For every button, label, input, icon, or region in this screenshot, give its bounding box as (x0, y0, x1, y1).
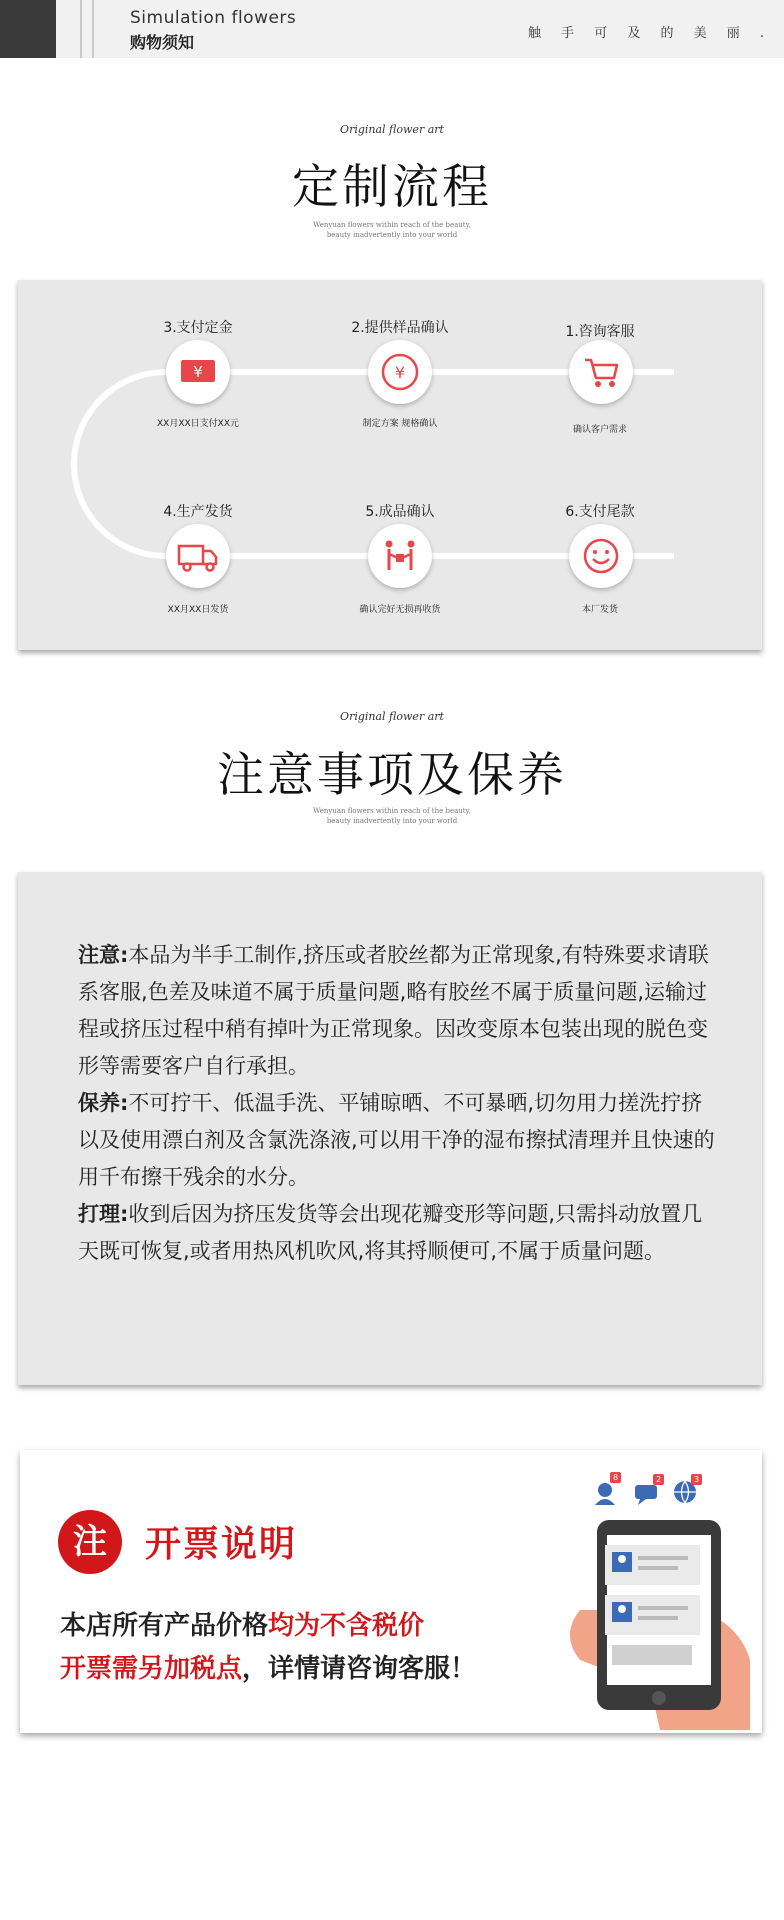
step-caption-1: 确认客户需求 (572, 425, 627, 435)
section-title: 注意事项及保养 (217, 748, 567, 803)
step-label-6: 6.支付尾款 (565, 504, 635, 520)
section-tagline (0, 806, 784, 826)
process-panel (18, 280, 762, 650)
step-circle-pay-deposit (166, 340, 230, 404)
tagline-line: beauty inadvertently into your world (326, 817, 458, 825)
note-paragraph (78, 937, 718, 1085)
note-label: 注意: (78, 943, 129, 967)
tagline-line: beauty inadvertently into your world (326, 231, 458, 239)
truck-icon (166, 524, 230, 588)
invoice-panel (20, 1450, 762, 1733)
section-subtitle-en: Original flower art (340, 710, 444, 723)
section-tagline (0, 220, 784, 240)
header-dark-block (0, 0, 56, 58)
step-caption-2: 制定方案 规格确认 (362, 419, 438, 429)
invoice-line-2 (60, 1648, 476, 1685)
smile-icon (569, 524, 633, 588)
step-label-4: 4.生产发货 (163, 504, 233, 520)
header-divider (92, 0, 94, 58)
phone-hand-illustration (550, 1460, 760, 1730)
step-caption-3: XX月XX日支付XX元 (157, 419, 239, 429)
svg-text:¥: ¥ (394, 363, 406, 382)
notice-badge: 注 (58, 1510, 122, 1574)
step-label-3: 3.支付定金 (163, 320, 233, 336)
notification-count: 8 (612, 1473, 619, 1482)
header-title-cn: 购物须知 (130, 33, 195, 52)
invoice-title: 开票说明 (145, 1524, 298, 1565)
step-caption-6: 本厂发货 (581, 605, 618, 615)
invoice-line-1 (60, 1605, 424, 1642)
section-title: 定制流程 (292, 160, 492, 215)
handling-label: 打理: (78, 1202, 129, 1226)
invoice-text: 本店所有产品价格 (60, 1611, 269, 1641)
notification-count: 3 (693, 1475, 700, 1484)
notes-text (78, 937, 718, 1270)
care-label: 保养: (78, 1091, 129, 1115)
step-label-1: 1.咨询客服 (565, 324, 635, 340)
step-circle-sample (368, 340, 432, 404)
step-circle-consult (569, 340, 633, 404)
yen-coin-icon (368, 340, 432, 404)
handling-paragraph (78, 1196, 718, 1270)
step-caption-5: 确认完好无损再收货 (359, 605, 441, 615)
invoice-text: ，详情请咨询客服！ (242, 1654, 477, 1684)
section-subtitle-en: Original flower art (340, 123, 444, 136)
invoice-highlight: 开票需另加税点 (60, 1654, 243, 1684)
header-slogan: 触 手 可 及 的 美 丽 . (527, 26, 772, 41)
tagline-line: Wenyuan flowers within reach of the beauty, (313, 221, 471, 229)
step-circle-final-pay (569, 524, 633, 588)
header-title-en: Simulation flowers (130, 8, 297, 28)
step-circle-confirm (368, 524, 432, 588)
step-label-5: 5.成品确认 (365, 504, 435, 520)
tagline-line: Wenyuan flowers within reach of the beauty, (313, 807, 471, 815)
money-icon (166, 340, 230, 404)
step-caption-4: XX月XX日发货 (167, 605, 229, 615)
svg-text:¥: ¥ (193, 363, 203, 381)
handling-body: 收到后因为挤压发货等会出现花瓣变形等问题,只需抖动放置几天既可恢复,或者用热风机吹风,将其捋顺便可,不属于质量问题。 (78, 1202, 703, 1263)
handover-icon (368, 524, 432, 588)
care-paragraph (78, 1085, 718, 1196)
invoice-highlight: 均为不含税价 (268, 1611, 425, 1641)
header-bar (0, 0, 784, 58)
note-body: 本品为半手工制作,挤压或者胶丝都为正常现象,有特殊要求请联系客服,色差及味道不属于质量问题,略有胶丝不属于质量问题,运输过程或挤压过程中稍有掉叶为正常现象。因改变原本包装出现的脱色变形等需要客户自行承担。 (78, 943, 709, 1078)
header-divider (80, 0, 82, 58)
step-label-2: 2.提供样品确认 (351, 320, 449, 336)
cart-icon (569, 340, 633, 404)
notification-count: 2 (655, 1475, 662, 1484)
care-body: 不可拧干、低温手洗、平铺晾晒、不可暴晒,切勿用力搓洗拧挤以及使用漂白剂及含氯洗涤液,可以用干净的湿布擦拭清理并且快速的用千布擦干残余的水分。 (78, 1091, 715, 1189)
step-circle-produce (166, 524, 230, 588)
